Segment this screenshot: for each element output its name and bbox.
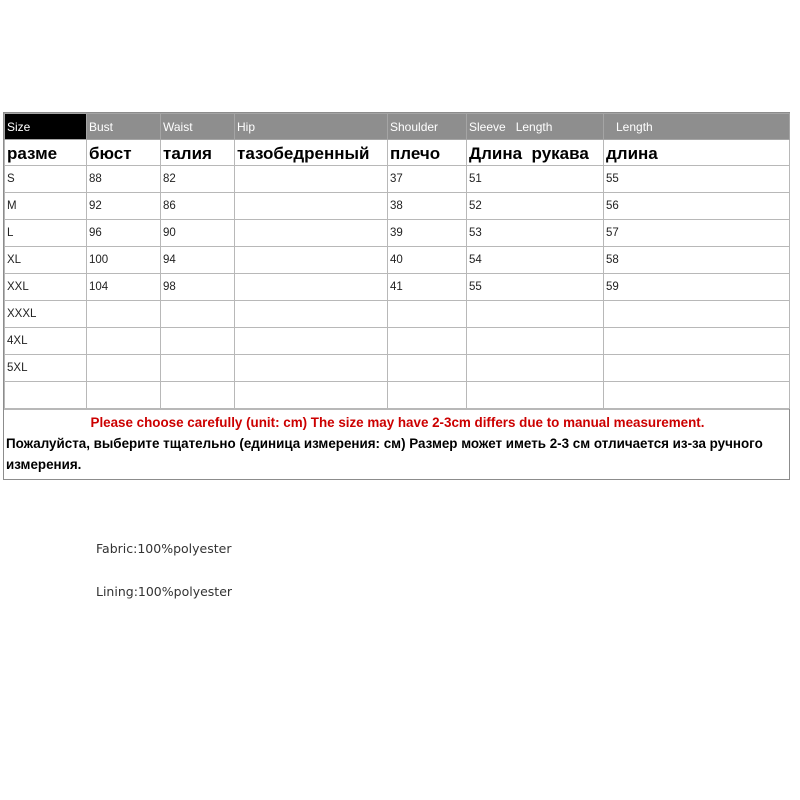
measurement-note [4, 409, 789, 479]
size-chart [3, 112, 790, 480]
cell-waist: 98 [161, 274, 235, 301]
cell-length [604, 301, 790, 328]
cell-length: 55 [604, 166, 790, 193]
header-ru-waist: талия [161, 140, 235, 166]
header-ru-shoulder: плечо [388, 140, 467, 166]
cell-waist: 82 [161, 166, 235, 193]
cell-bust: 100 [87, 247, 161, 274]
cell-size: 5XL [5, 355, 87, 382]
table-row [5, 301, 790, 328]
header-shoulder: Shoulder [388, 114, 467, 140]
cell-bust: 92 [87, 193, 161, 220]
cell-waist [161, 382, 235, 409]
cell-shoulder: 39 [388, 220, 467, 247]
fabric-info: Fabric:100%polyester [96, 541, 232, 556]
cell-sleeve-length: 52 [467, 193, 604, 220]
cell-bust [87, 328, 161, 355]
cell-hip [235, 166, 388, 193]
cell-shoulder: 40 [388, 247, 467, 274]
note-russian: Пожалуйста, выберите тщательно (единица измерения: см) Размер может иметь 2-3 см отличается из-за ручного измерения. [6, 436, 763, 472]
cell-size: XL [5, 247, 87, 274]
cell-length [604, 382, 790, 409]
cell-bust: 88 [87, 166, 161, 193]
cell-hip [235, 328, 388, 355]
cell-size: 4XL [5, 328, 87, 355]
cell-length: 57 [604, 220, 790, 247]
table-row [5, 247, 790, 274]
cell-sleeve-length [467, 382, 604, 409]
header-size: Size [5, 114, 87, 140]
header-row-en [5, 114, 790, 140]
header-ru-hip: тазобедренный [235, 140, 388, 166]
cell-shoulder: 38 [388, 193, 467, 220]
cell-size: L [5, 220, 87, 247]
header-bust: Bust [87, 114, 161, 140]
cell-waist [161, 301, 235, 328]
cell-length: 59 [604, 274, 790, 301]
cell-sleeve-length: 55 [467, 274, 604, 301]
cell-length [604, 328, 790, 355]
header-hip: Hip [235, 114, 388, 140]
cell-shoulder [388, 301, 467, 328]
cell-waist [161, 355, 235, 382]
header-ru-size: разме [5, 140, 87, 166]
cell-sleeve-length: 51 [467, 166, 604, 193]
cell-hip [235, 247, 388, 274]
cell-waist [161, 328, 235, 355]
cell-hip [235, 193, 388, 220]
table-row [5, 166, 790, 193]
table-row [5, 220, 790, 247]
cell-shoulder: 37 [388, 166, 467, 193]
cell-length: 58 [604, 247, 790, 274]
cell-bust [87, 355, 161, 382]
cell-size: S [5, 166, 87, 193]
header-ru-bust: бюст [87, 140, 161, 166]
table-row [5, 274, 790, 301]
cell-size: M [5, 193, 87, 220]
header-ru-sleeve-length: Длина рукава [467, 140, 604, 166]
header-sleeve-length: Sleeve Length [467, 114, 604, 140]
header-ru-length: длина [604, 140, 790, 166]
cell-shoulder [388, 328, 467, 355]
cell-sleeve-length [467, 355, 604, 382]
cell-shoulder [388, 382, 467, 409]
size-table [4, 113, 790, 409]
cell-bust: 96 [87, 220, 161, 247]
table-row [5, 193, 790, 220]
table-row [5, 382, 790, 409]
cell-hip [235, 220, 388, 247]
cell-length: 56 [604, 193, 790, 220]
header-waist: Waist [161, 114, 235, 140]
cell-hip [235, 301, 388, 328]
cell-shoulder [388, 355, 467, 382]
cell-hip [235, 355, 388, 382]
cell-waist: 90 [161, 220, 235, 247]
note-english: Please choose carefully (unit: cm) The size may have 2-3cm differs due to manual measurement. [90, 415, 705, 430]
cell-hip [235, 382, 388, 409]
cell-size: XXL [5, 274, 87, 301]
header-row-ru [5, 140, 790, 166]
table-row [5, 328, 790, 355]
cell-sleeve-length [467, 328, 604, 355]
cell-size [5, 382, 87, 409]
cell-shoulder: 41 [388, 274, 467, 301]
cell-waist: 94 [161, 247, 235, 274]
cell-waist: 86 [161, 193, 235, 220]
cell-bust [87, 301, 161, 328]
table-row [5, 355, 790, 382]
cell-sleeve-length: 54 [467, 247, 604, 274]
cell-sleeve-length [467, 301, 604, 328]
cell-bust [87, 382, 161, 409]
cell-bust: 104 [87, 274, 161, 301]
cell-hip [235, 274, 388, 301]
cell-sleeve-length: 53 [467, 220, 604, 247]
cell-size: XXXL [5, 301, 87, 328]
lining-info: Lining:100%polyester [96, 584, 233, 599]
header-length: Length [604, 114, 790, 140]
cell-length [604, 355, 790, 382]
